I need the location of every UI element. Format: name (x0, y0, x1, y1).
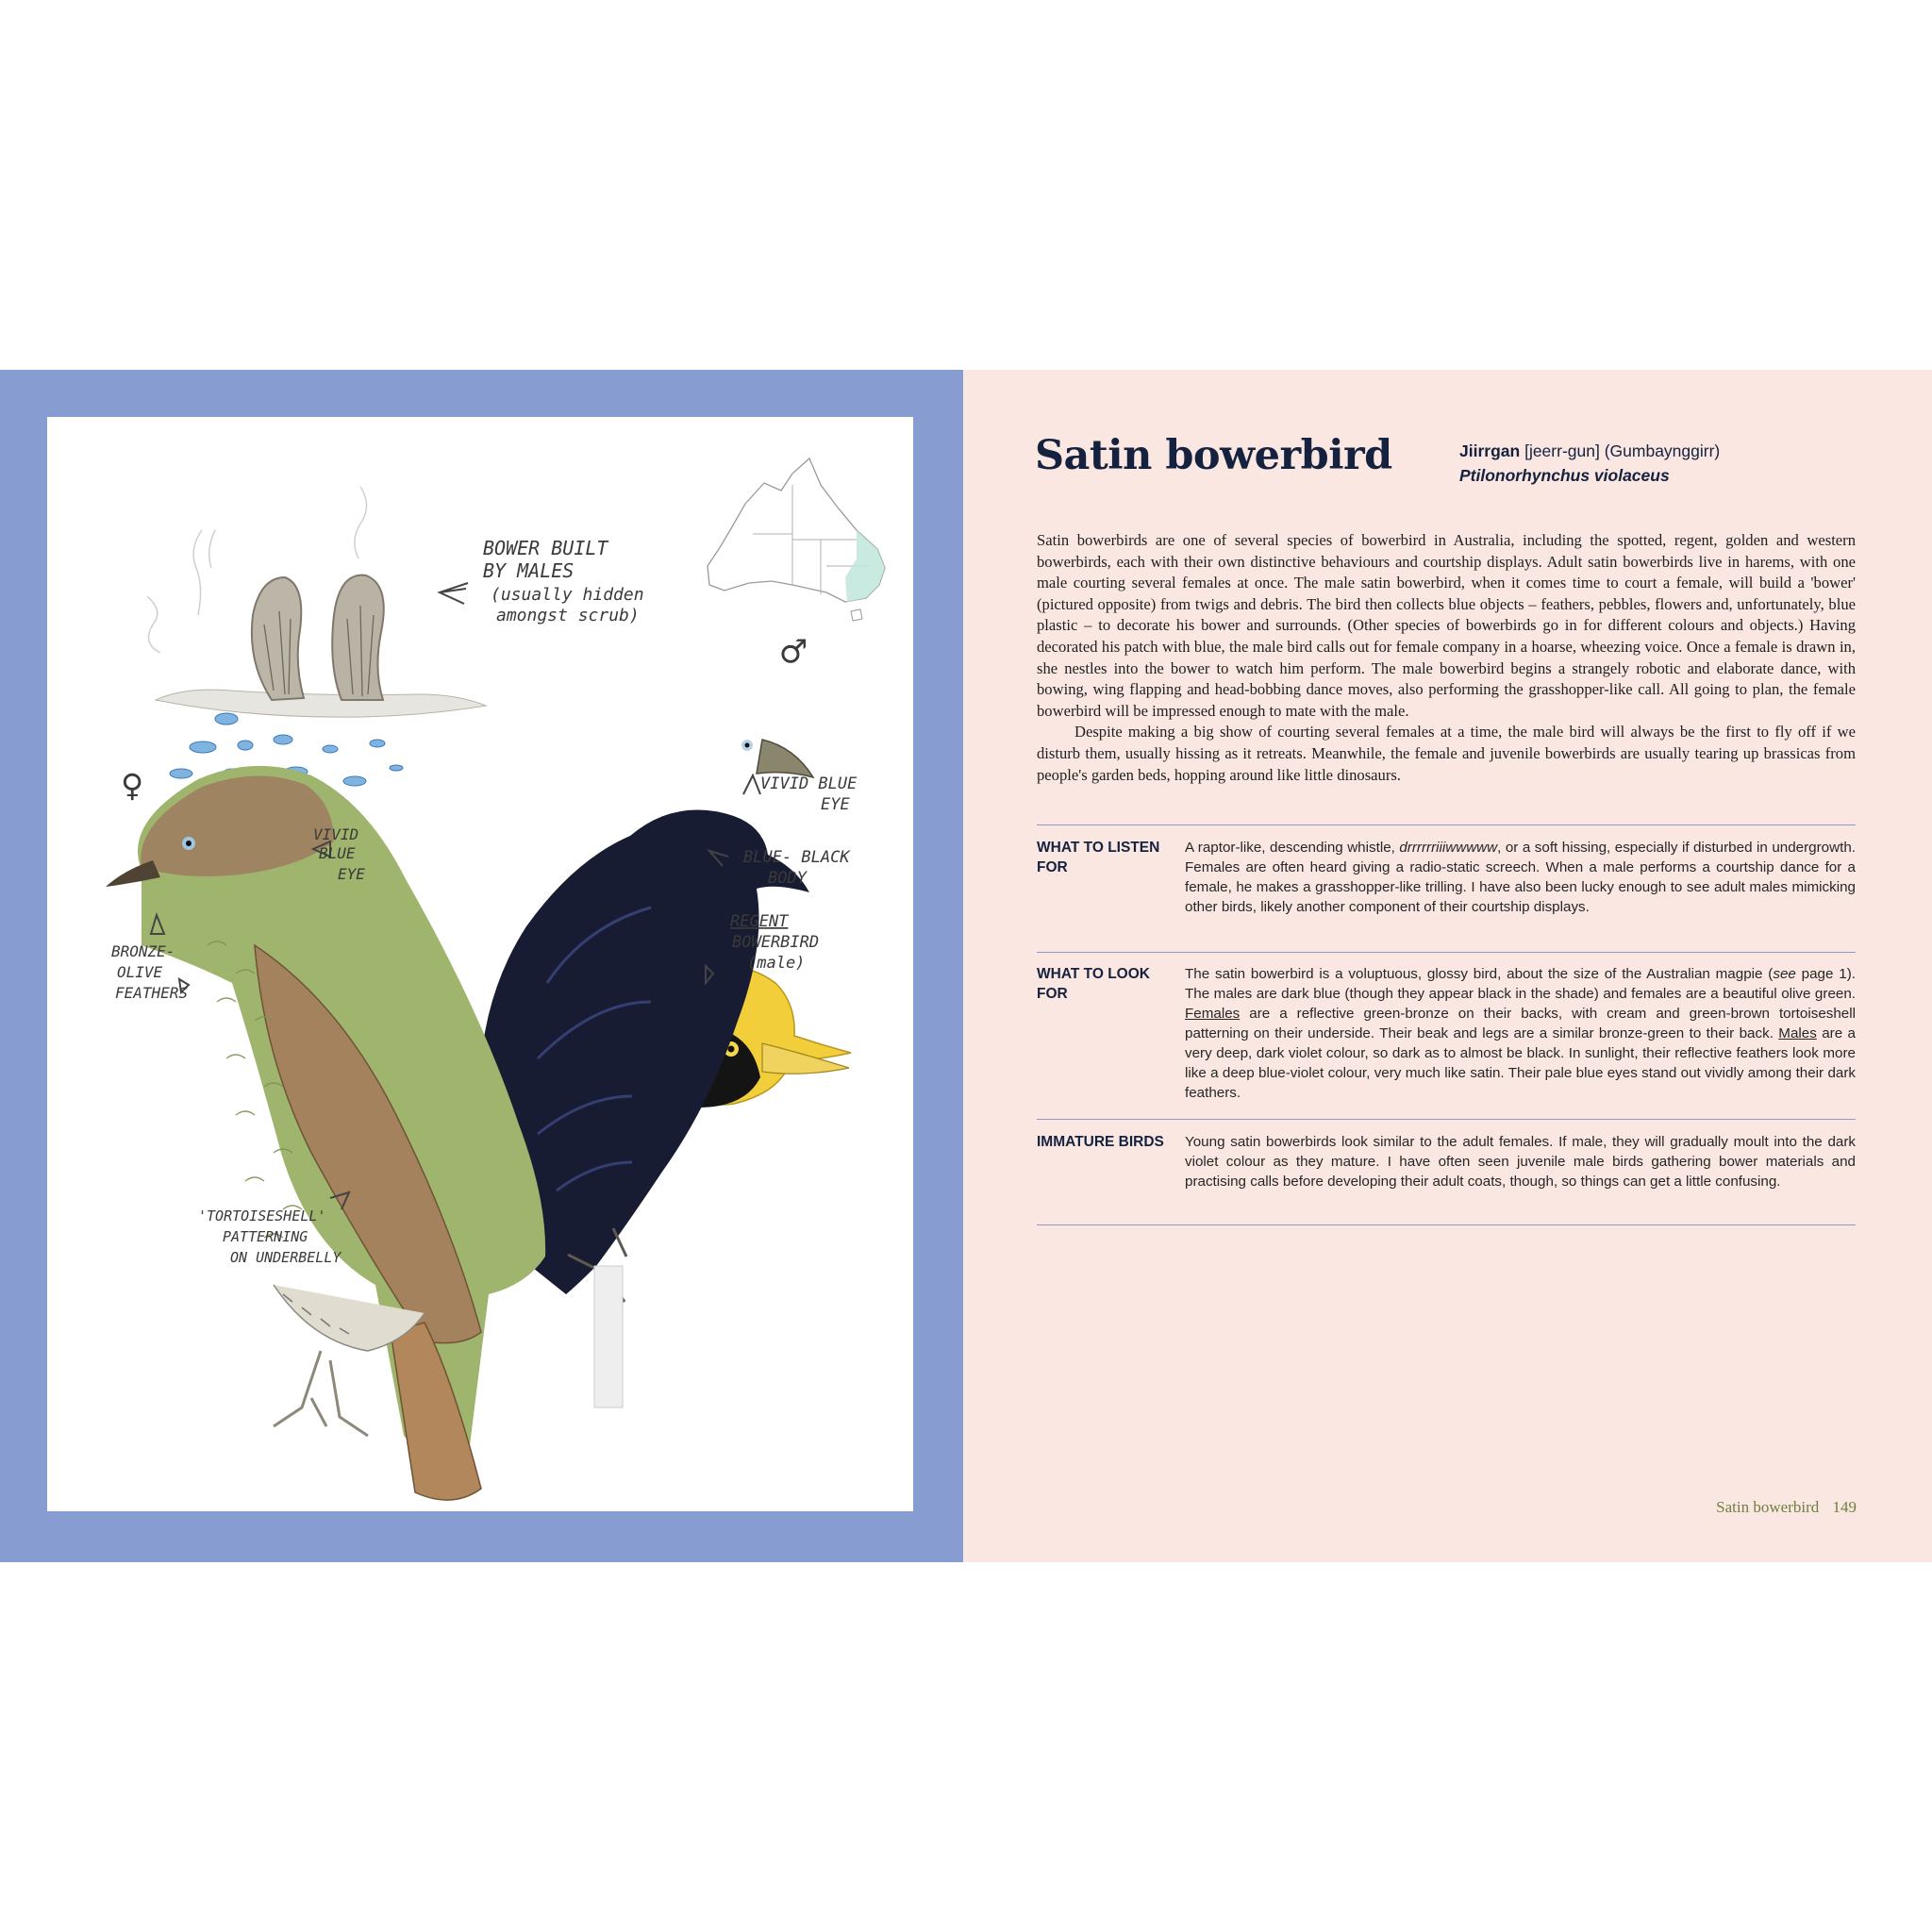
species-names (1459, 439, 1720, 488)
underbelly-annotation: 'TORTOISESHELL' PATTERNING ON UNDERBELLY (198, 1208, 341, 1266)
pronunciation: [jeerr-gun] (1524, 441, 1600, 460)
fact-look (1037, 964, 1856, 1103)
bird-illustration (47, 417, 913, 1511)
regent-annotation: REGENT BOWERBIRD (male) (730, 912, 820, 973)
running-title: Satin bowerbird (1716, 1498, 1820, 1516)
fact-label: WHAT TO LISTEN FOR (1037, 840, 1160, 875)
language-name: (Gumbaynggirr) (1604, 441, 1721, 460)
body-paragraph: Satin bowerbirds are one of several species of bowerbird in Australia, including the spotted, regent, golden and western bowerbirds, each with their own distinctive behaviours and courtship displays. Adult satin bowerbirds live in harems, with one male courting several females at once. The male satin bowerbird, when it comes time to court a female, will build a 'bower' (pictured opposite) from twigs and debris. The bird then collects blue objects – feathers, pebbles, flowers and, unfortunately, blue plastic – to decorate his bower and surrounds. (Other species of bowerbirds go in for different colours and objects.) Having decorated his patch with blue, the male bird calls out for female company in a hoarse, wheezing voice. Once a female is drawn in, she nestles into the bower to watch him perform. The male bowerbird begins a strangely robotic and elaborate dance, with bowing, wing flapping and head-bobbing dance moves, also performing the grasshopper-like call. All going to plan, the female bowerbird will be impressed enough to mate with the male. (1037, 531, 1856, 720)
fact-listen (1037, 838, 1856, 917)
illustration-plate (47, 417, 913, 1511)
section-divider (1037, 1224, 1856, 1225)
indigenous-name: Jiirrgan (1459, 441, 1521, 460)
section-divider (1037, 952, 1856, 953)
page-number: 149 (1832, 1498, 1857, 1516)
australia-map-icon (708, 458, 885, 621)
right-page (963, 370, 1932, 1562)
fact-immature (1037, 1132, 1856, 1191)
fact-label: WHAT TO LOOK FOR (1037, 966, 1150, 1002)
body-text (1037, 530, 1856, 786)
bower-drawing (147, 487, 486, 809)
fact-label: IMMATURE BIRDS (1037, 1134, 1164, 1150)
section-divider (1037, 1119, 1856, 1120)
male-eye-annotation: VIVID BLUE EYE (760, 774, 858, 814)
fact-text: A raptor-like, descending whistle, drrrrrriiiwwwww, or a soft hissing, especially if disturbed in undergrowth. Females are often heard giving a radio-static screech. When a male performs a courtship dance for a female, he makes a grasshopper-like trilling. I have also been lucky enough to see adult males mimicking other birds, likely another component of their courtship displays. (1185, 840, 1856, 915)
body-paragraph: Despite making a big show of courting several females at a time, the male bird will always be the first to fly off if we disturb them, usually hissing as it retreats. Meanwhile, the female and juvenile bowerbirds are usually tearing up brassicas from people's garden beds, hopping around like little dinosaurs. (1037, 723, 1856, 784)
call-transcription: drrrrrriiiwwwww (1399, 840, 1498, 856)
book-spread (0, 370, 1932, 1562)
male-body-annotation: BLUE- BLACK BODY (743, 848, 850, 888)
page-footer (1716, 1498, 1857, 1517)
fact-text: The satin bowerbird is a voluptuous, glossy bird, about the size of the Australian magpie (see page 1). The males are dark blue (though they appear black in the shade) and females are a beautiful olive green. Females are a reflective green-bronze on their backs, with cream and green-brown tortoiseshell patterning on their underside. Their beak and legs are a similar bronze-green to their back. Males are a very deep, dark violet colour, so dark as to almost be black. In sunlight, their reflective feathers look more like a deep blue-violet colour, very much like satin. Their pale blue eyes stand out vividly among their dark feathers. (1185, 966, 1856, 1101)
page-title: Satin bowerbird (1035, 432, 1392, 479)
female-eye-annotation: VIVID BLUE EYE (313, 825, 365, 883)
female-feathers-annotation: BRONZE- OLIVE FEATHERS (111, 942, 189, 1002)
scientific-name: Ptilonorhynchus violaceus (1459, 466, 1670, 485)
male-symbol: ♂ (781, 628, 807, 676)
section-divider (1037, 824, 1856, 825)
female-symbol: ♀ (121, 764, 144, 808)
female-bowerbird (106, 766, 545, 1500)
left-page (0, 370, 963, 1562)
fact-text: Young satin bowerbirds look similar to the adult females. If male, they will gradually moult into the dark violet colour as they mature. I have often seen juvenile male birds gathering bower materials and practising calls before developing their adult coats, though, so things can get a little confusing. (1185, 1134, 1856, 1190)
bower-annotation: BOWER BUILT BY MALES (usually hidden amongst scrub) (483, 537, 644, 625)
